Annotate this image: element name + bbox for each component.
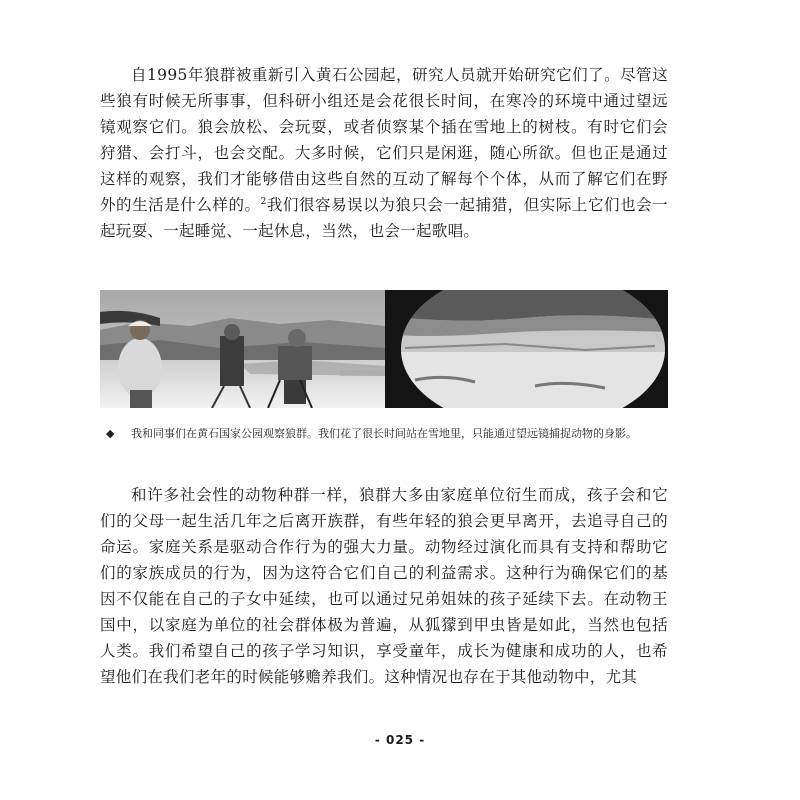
photo-telescope-view [385, 290, 668, 408]
paragraph-intro-text: 自1995年狼群被重新引入黄石公园起，研究人员就开始研究它们了。尽管这些狼有时候无所事事，但科研小组还是会花很长时间，在寒冷的环境中通过望远镜观察它们。狼会放松、会玩耍，或者侦察某个插在雪地上的树枝。有时它们会狩猎、会打斗，也会交配。大多时候，它们只是闲逛，随心所欲。但也正是通过这样的观察，我们才能够借由这些自然的互动了解每个个体，从而了解它们在野外的生活是什么样的。 [100, 66, 668, 214]
caption-marker: ◆ [106, 427, 115, 440]
telescope-view-illustration [385, 290, 668, 408]
paragraph-intro [100, 62, 668, 244]
footnote-marker[interactable]: 2 [260, 196, 267, 207]
caption-text: 我和同事们在黄石国家公园观察狼群。我们花了很长时间站在雪地里，只能通过望远镜捕捉动物的身影。 [131, 427, 637, 440]
figure-photos [100, 290, 668, 408]
photo-observers-illustration [100, 290, 385, 408]
paragraph-family: 和许多社会性的动物种群一样，狼群大多由家庭单位衍生而成，孩子会和它们的父母一起生活几年之后离开族群，有些年轻的狼会更早离开，去追寻自己的命运。家庭关系是驱动合作行为的强大力量。动物经过演化而具有支持和帮助它们的家族成员的行为，因为这符合它们自己的利益需求。这种行为确保它们的基因不仅能在自己的子女中延续，也可以通过兄弟姐妹的孩子延续下去。在动物王国中，以家庭为单位的社会群体极为普遍，从狐獴到甲虫皆是如此，当然也包括人类。我们希望自己的孩子学习知识，享受童年，成长为健康和成功的人，也希望他们在我们老年的时候能够赡养我们。这种情况也存在于其他动物中，尤其 [100, 486, 668, 686]
paragraph-intro-text-continued: 我们很容易误以为狼只会一起捕猎，但实际上它们也会一起玩耍、一起睡觉、一起休息，当然，也会一起歌唱。 [100, 196, 668, 240]
page-number: - 025 - [374, 733, 426, 747]
figure-caption [100, 425, 668, 442]
photo-observers-in-snow [100, 290, 385, 408]
